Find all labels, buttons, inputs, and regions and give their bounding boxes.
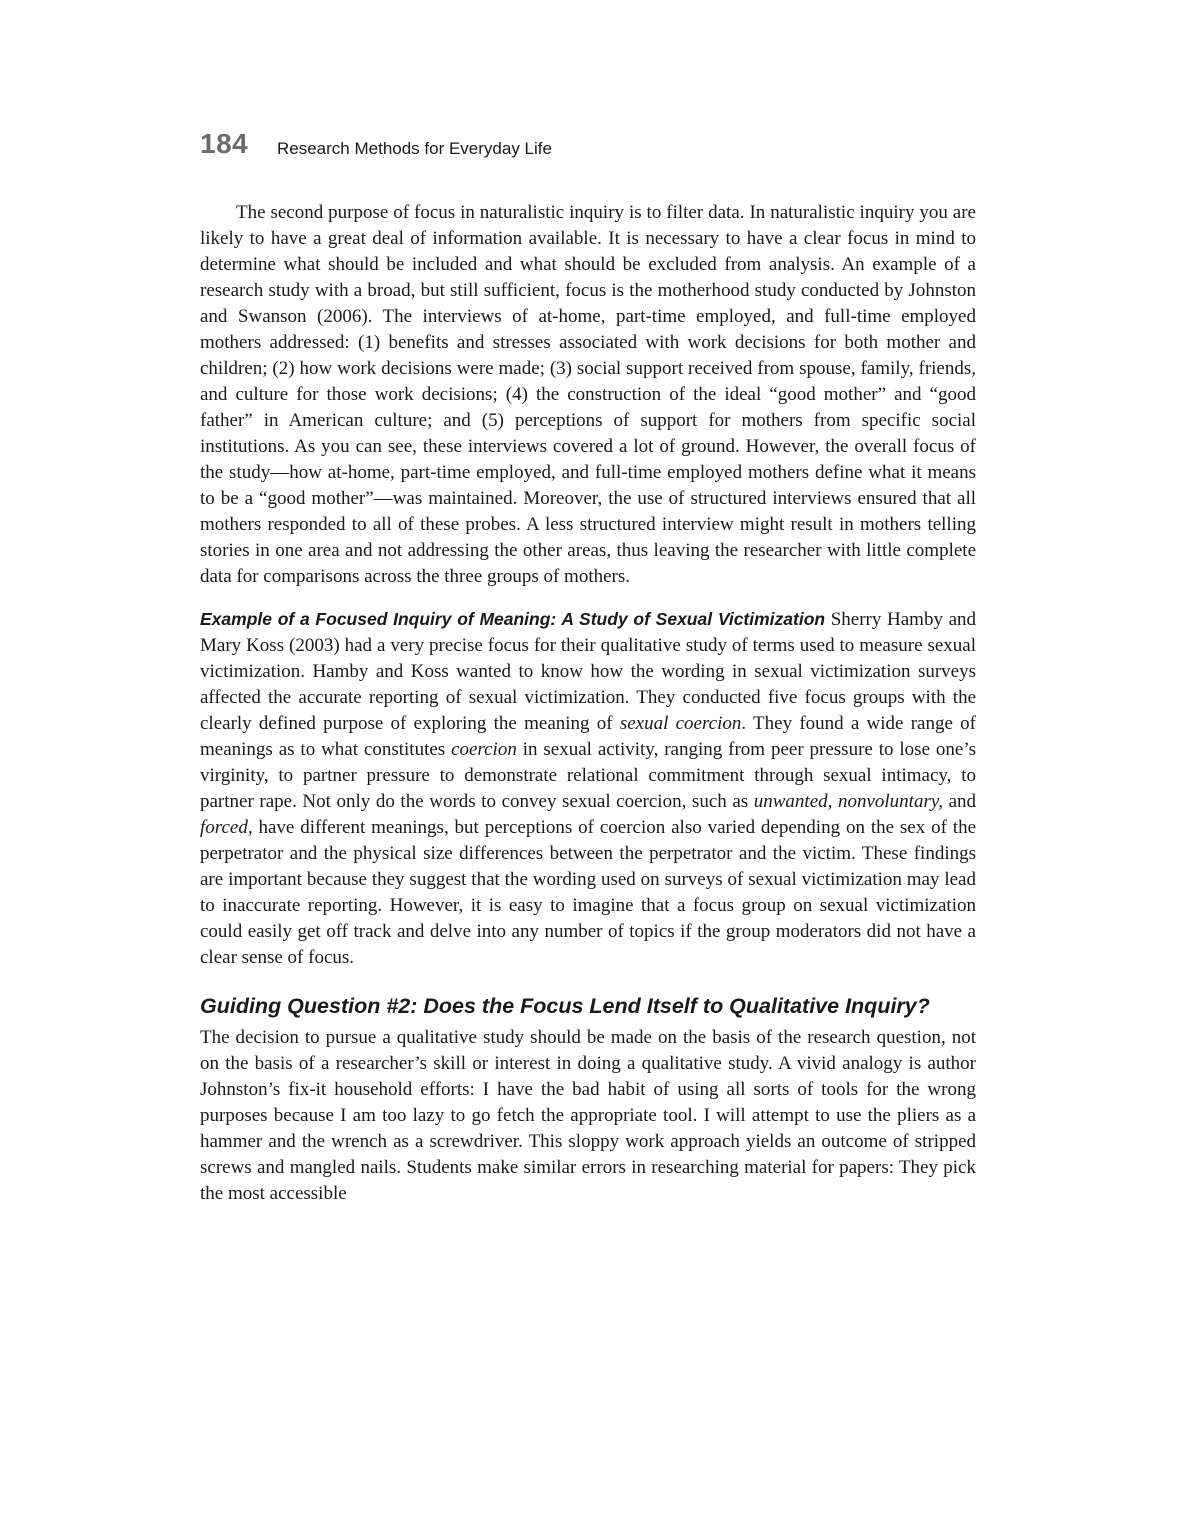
body-text xyxy=(200,200,976,1207)
run-in-heading: Example of a Focused Inquiry of Meaning: A Study of Sexual Victimization xyxy=(200,609,826,629)
term-forced: forced, xyxy=(200,817,253,838)
paragraph-text: have different meanings, but perceptions of coercion also varied depending on the sex of the perpetrator and the physical size differences between the perpetrator and the victim. These findings are important because they suggest that the wording used on surveys of sexual victimization may lead to inaccurate reporting. However, it is easy to imagine that a focus group on sexual victimization could easily get off track and delve into any number of topics if the group moderators did not have a clear sense of focus. xyxy=(200,817,976,968)
paragraph-focused-inquiry xyxy=(200,606,976,971)
term-unwanted-nonvoluntary: unwanted, nonvoluntary, xyxy=(753,791,943,812)
term-coercion: coercion xyxy=(451,739,517,760)
paragraph-text: in sexual activity, ranging from peer pressure to lose one’s virginity, to partner pressure to demonstrate relational commitment through sexual intimacy, to partner rape. Not only do the words to convey sexual coercion, such as xyxy=(200,739,976,812)
book-title: Research Methods for Everyday Life xyxy=(277,139,552,158)
paragraph-filter-data: The second purpose of focus in naturalistic inquiry is to filter data. In naturalistic inquiry you are likely to have a great deal of information available. It is necessary to have a clear focus in mind to determine what should be included and what should be excluded from analysis. An example of a research study with a broad, but still sufficient, focus is the motherhood study conducted by Johnston and Swanson (2006). The interviews of at-home, part-time employed, and full-time employed mothers addressed: (1) benefits and stresses associated with work decisions for both mother and children; (2) how work decisions were made; (3) social support received from spouse, family, friends, and culture for those work decisions; (4) the construction of the ideal “good mother” and “good father” in American culture; and (5) perceptions of support for mothers from specific social institutions. As you can see, these interviews covered a lot of ground. However, the overall focus of the study—how at-home, part-time employed, and full-time employed mothers define what it means to be a “good mother”—was maintained. Moreover, the use of structured interviews ensured that all mothers responded to all of these probes. A less structured interview might result in mothers telling stories in one area and not addressing the other areas, thus leaving the researcher with little complete data for comparisons across the three groups of mothers. xyxy=(200,202,976,587)
paragraph-guiding-question: The decision to pursue a qualitative study should be made on the basis of the research question, not on the basis of a researcher’s skill or interest in doing a qualitative study. A vivid analogy is author Johnston’s fix-it household efforts: I have the bad habit of using all sorts of tools for the wrong purposes because I am too lazy to go fetch the appropriate tool. I will attempt to use the pliers as a hammer and the wrench as a screwdriver. This sloppy work approach yields an outcome of stripped screws and mangled nails. Students make similar errors in researching material for papers: They pick the most accessible xyxy=(200,1027,976,1204)
paragraph-text: . They found a wide range of meanings as to what constitutes xyxy=(200,713,976,760)
page-number: 184 xyxy=(200,128,249,159)
section-heading: Guiding Question #2: Does the Focus Lend Itself to Qualitative Inquiry? xyxy=(200,994,930,1018)
running-head xyxy=(200,128,980,168)
term-sexual-coercion: sexual coercion xyxy=(619,713,742,734)
paragraph-text: and xyxy=(943,791,977,812)
paragraph-text: Sherry Hamby and Mary Koss (2003) had a very precise focus for their qualitative study of terms used to measure sexual victimization. Hamby and Koss wanted to know how the wording in sexual victimization surveys affected the accurate reporting of sexual victimization. They conducted five focus groups with the clearly defined purpose of exploring the meaning of xyxy=(200,609,976,734)
